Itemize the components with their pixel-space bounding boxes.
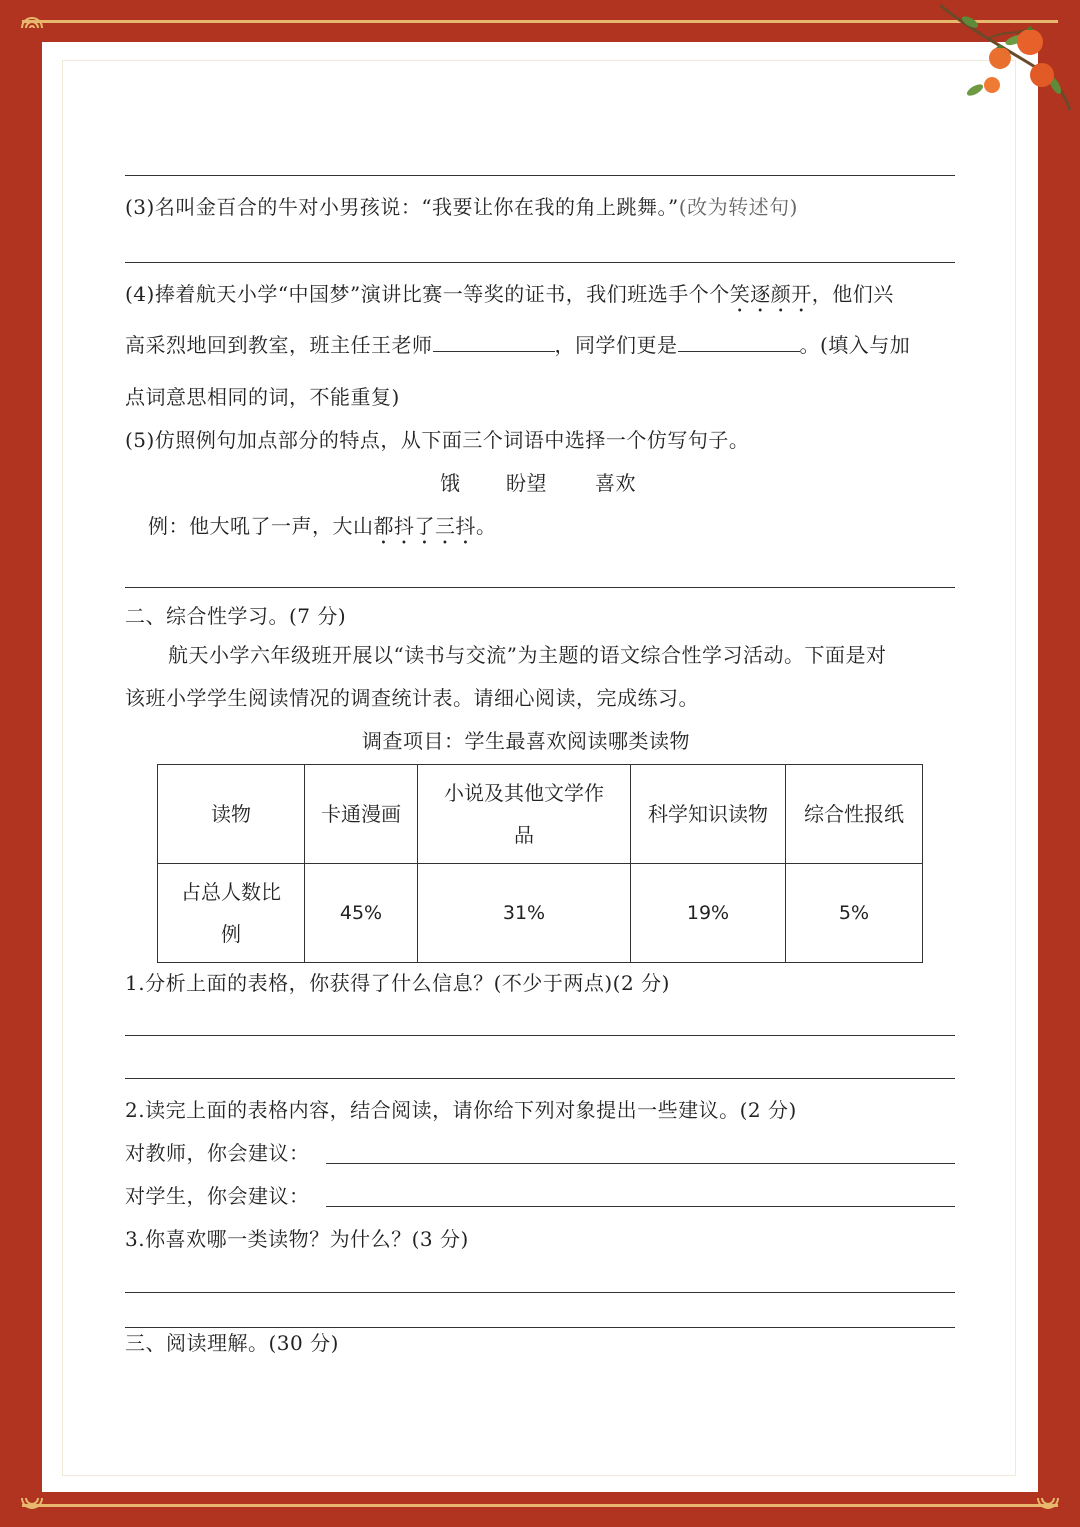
table-row (158, 864, 923, 963)
answer-line[interactable] (125, 1327, 955, 1328)
table-header-label: 读物 (158, 765, 305, 864)
question-4-text: (4)捧着航天小学“中国梦”演讲比赛一等奖的证书，我们班选手个个 (125, 282, 730, 306)
question-4-text-end: ，他们兴 (811, 282, 894, 306)
answer-line[interactable] (125, 1078, 955, 1079)
table-row-label-line-2: 例 (221, 922, 241, 946)
word-option: 盼望 (506, 471, 547, 495)
question-4-text: 高采烈地回到教室，班主任王老师 (125, 333, 433, 357)
word-option: 饿 (440, 471, 461, 495)
answer-line[interactable] (125, 175, 955, 176)
question-4-text: 。(填入与加 (799, 333, 911, 357)
table-header-row (158, 765, 923, 864)
example-text-end: 。 (476, 514, 497, 538)
example-sentence (148, 512, 497, 549)
section-3-title: 三、阅读理解。(30 分) (125, 1331, 339, 1355)
fill-blank-teacher[interactable] (433, 333, 555, 352)
question-5: (5)仿照例句加点部分的特点，从下面三个词语中选择一个仿写句子。 (125, 428, 750, 452)
answer-line[interactable] (125, 1292, 955, 1293)
advice-teacher-line[interactable] (326, 1163, 955, 1164)
table-category-line-1: 小说及其他文学作 (444, 781, 604, 805)
advice-student-label: 对学生，你会建议： (125, 1184, 310, 1208)
answer-line[interactable] (125, 587, 955, 588)
sub-question-3: 3.你喜欢哪一类读物？为什么？(3 分) (125, 1227, 469, 1251)
table-cell: 19% (631, 864, 786, 963)
section-2-intro-1: 航天小学六年级班开展以“读书与交流”为主题的语文综合性学习活动。下面是对 (168, 643, 887, 667)
question-4-text: ，同学们更是 (554, 333, 678, 357)
table-category: 综合性报纸 (786, 765, 923, 864)
fill-blank-students[interactable] (678, 333, 800, 352)
advice-student-line[interactable] (326, 1206, 955, 1207)
table-category (418, 765, 631, 864)
answer-line[interactable] (125, 262, 955, 263)
answer-line[interactable] (125, 1035, 955, 1036)
question-3 (125, 193, 798, 221)
sub-question-2: 2.读完上面的表格内容，结合阅读，请你给下列对象提出一些建议。(2 分) (125, 1098, 797, 1122)
question-3-hint: (改为转述句) (678, 195, 798, 219)
table-title: 调查项目：学生最喜欢阅读哪类读物 (362, 729, 690, 753)
section-2-title: 二、综合性学习。(7 分) (125, 604, 347, 628)
sub-question-1: 1.分析上面的表格，你获得了什么信息？(不少于两点)(2 分) (125, 971, 670, 995)
question-4-line-2 (125, 331, 910, 359)
advice-teacher-label: 对教师，你会建议： (125, 1141, 310, 1165)
question-4-line-1 (125, 280, 894, 317)
question-4-line-3: 点词意思相同的词，不能重复) (125, 385, 400, 409)
table-category-line-2: 品 (514, 823, 534, 847)
survey-table (157, 764, 923, 963)
example-text: 例：他大吼了一声，大山 (148, 514, 374, 538)
dotted-word: 笑逐颜开 (729, 282, 812, 306)
table-category: 卡通漫画 (305, 765, 418, 864)
word-option: 喜欢 (595, 471, 636, 495)
section-2-intro-2: 该班小学学生阅读情况的调查统计表。请细心阅读，完成练习。 (125, 686, 699, 710)
table-cell: 5% (786, 864, 923, 963)
table-row-label-line-1: 占总人数比 (181, 880, 281, 904)
table-row-label (158, 864, 305, 963)
dotted-phrase: 都抖了三抖 (373, 514, 476, 538)
question-3-text: (3)名叫金百合的牛对小男孩说：“我要让你在我的角上跳舞。” (125, 195, 679, 219)
table-category: 科学知识读物 (631, 765, 786, 864)
table-cell: 45% (305, 864, 418, 963)
table-cell: 31% (418, 864, 631, 963)
